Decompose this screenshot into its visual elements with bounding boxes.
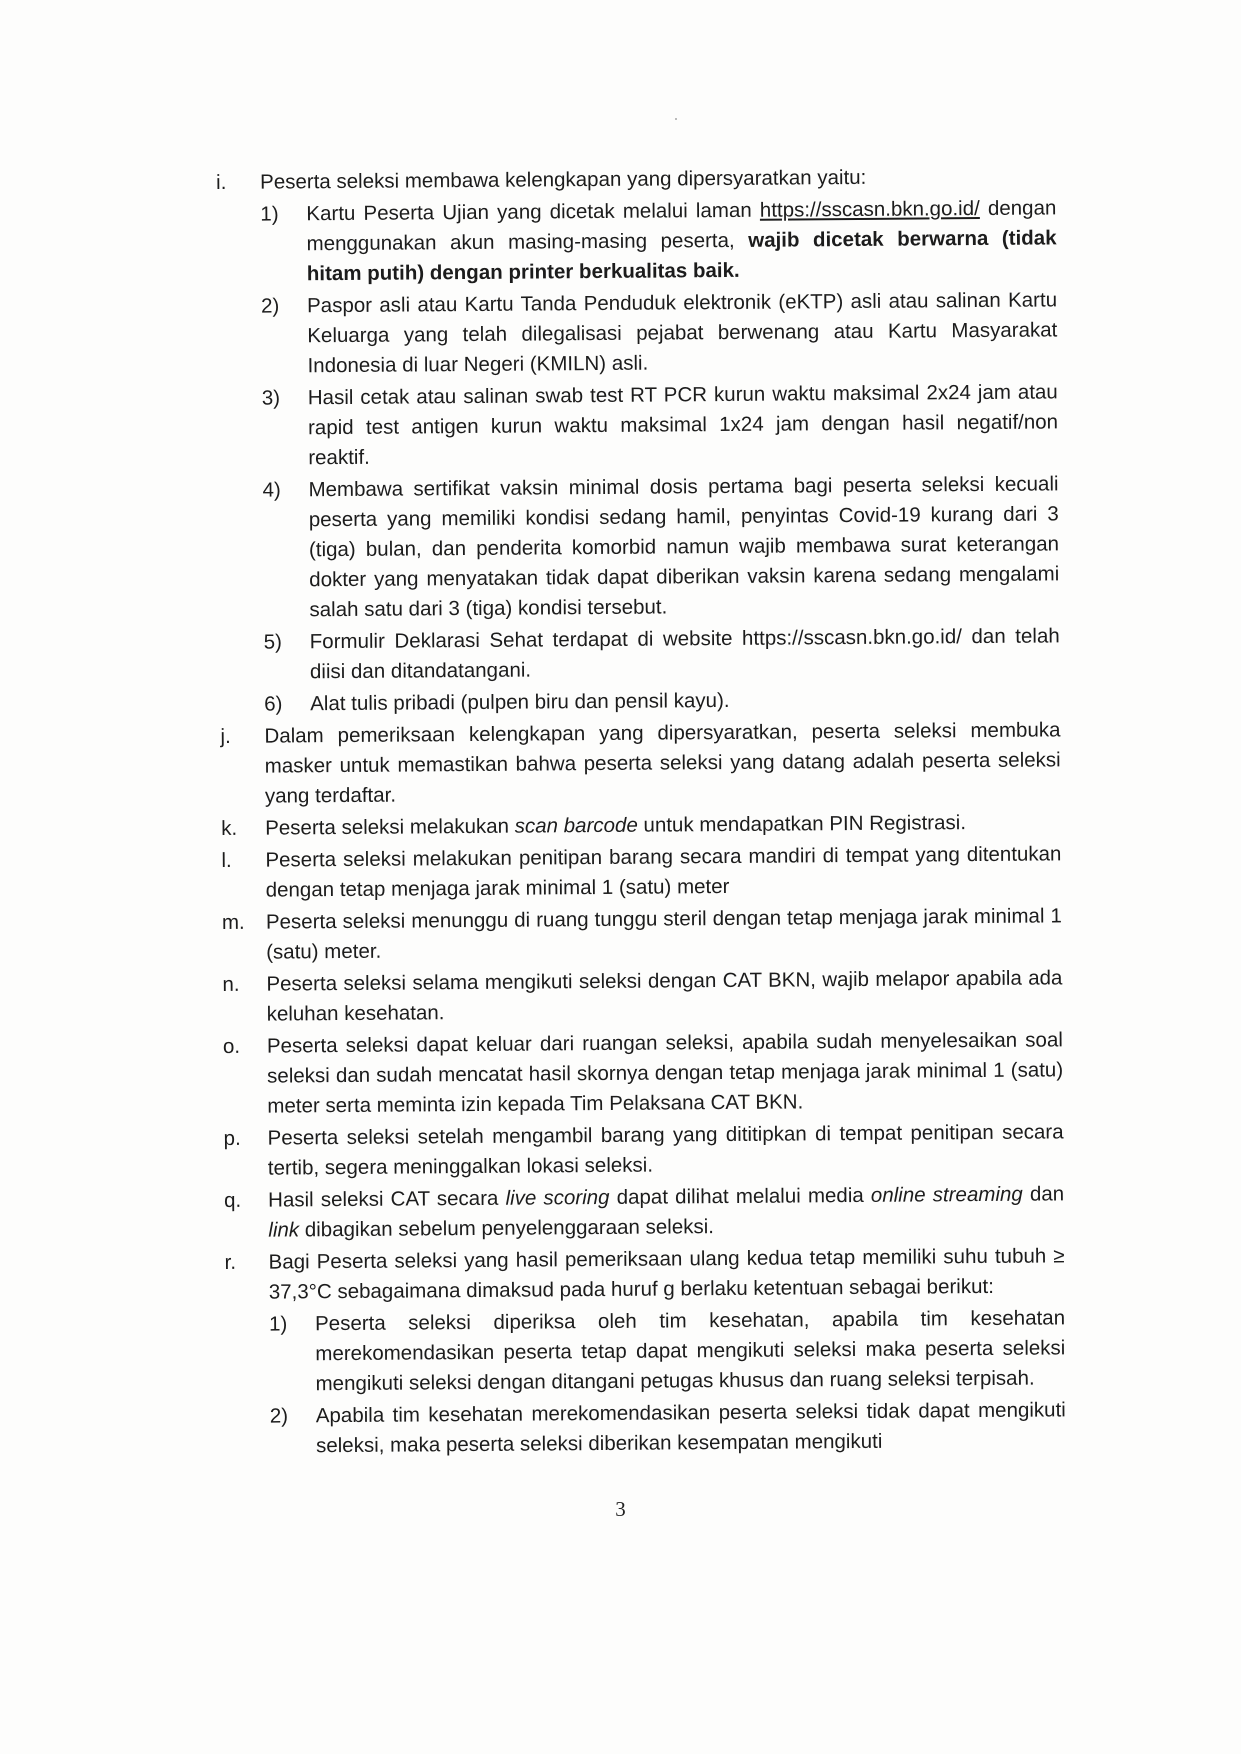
list-item-text: dibagikan sebelum penyelenggaraan seleksi. (299, 1215, 715, 1242)
document-body (216, 161, 1066, 1464)
list-marker: 3) (261, 386, 281, 410)
list-item-text: Peserta seleksi melakukan (265, 814, 515, 840)
list-item-text: Peserta seleksi dapat keluar dari ruangan seleksi, apabila sudah menyelesaikan soal seleksi dan sudah mencatat hasil skornya dengan tetap menjaga jarak minimal 1 (satu) meter serta meminta izin kepada Tim Pelaksana CAT BKN. (266, 1028, 1064, 1118)
list-item-text: Hasil cetak atau salinan swab test RT PCR kurun waktu maksimal 2x24 jam atau rapid test antigen kurun waktu maksimal 1x24 jam dengan hasil negatif/non reaktif. (307, 380, 1059, 470)
list-marker: j. (220, 724, 231, 748)
list-marker: k. (221, 816, 238, 840)
scan-speck (675, 118, 677, 120)
list-marker: i. (216, 170, 227, 194)
list-marker: 2) (269, 1404, 289, 1428)
list-item-p (224, 1117, 1064, 1184)
list-marker: q. (224, 1188, 242, 1212)
list-item-q (224, 1179, 1064, 1246)
emphasis-text: wajib dicetak berwarna (tidak hitam putih) dengan printer berkualitas baik. (306, 226, 1057, 286)
list-item-o (223, 1025, 1064, 1122)
sublist-item-r-2 (226, 1395, 1066, 1462)
list-item-text: Peserta seleksi setelah mengambil barang yang dititipkan di tempat penitipan secara tertib, segera meninggalkan lokasi seleksi. (267, 1120, 1064, 1180)
sublist-item-i-6 (220, 683, 1060, 720)
sscasn-link[interactable]: https://sscasn.bkn.go.id/ (759, 197, 980, 222)
list-marker: 2) (260, 294, 280, 318)
list-item-l (221, 839, 1061, 906)
list-item-text: Paspor asli atau Kartu Tanda Penduduk elektronik (eKTP) asli atau salinan Kartu Keluarga yang telah dilegalisasi pejabat berwenang atau Kartu Masyarakat Indonesia di luar Negeri (KMILN) asli. (306, 288, 1058, 378)
list-item-text: Peserta seleksi selama mengikuti seleksi dengan CAT BKN, wajib melapor apabila ada keluhan kesehatan. (266, 966, 1063, 1026)
list-marker: p. (223, 1126, 241, 1150)
list-item-m (222, 901, 1062, 968)
list-item-text: Peserta seleksi membawa kelengkapan yang dipersyaratkan yaitu: (260, 165, 867, 194)
list-marker: 1) (268, 1312, 288, 1336)
list-item-text: Peserta seleksi melakukan penitipan barang secara mandiri di tempat yang ditentukan dengan tetap menjaga jarak minimal 1 (satu) meter (265, 842, 1062, 902)
italic-term: link (268, 1218, 300, 1242)
list-item-text: untuk mendapatkan PIN Registrasi. (637, 811, 967, 837)
list-item-text: Formulir Deklarasi Sehat terdapat di website https://sscasn.bkn.go.id/ dan telah diisi dan ditandatangani. (309, 624, 1060, 684)
sublist-item-i-3 (218, 377, 1059, 474)
italic-term: scan barcode (514, 813, 638, 838)
list-item-text: Dalam pemeriksaan kelengkapan yang dipersyaratkan, peserta seleksi membuka masker untuk memastikan bahwa peserta seleksi yang datang adalah peserta seleksi yang terdaftar. (264, 718, 1061, 808)
sublist-item-i-1 (216, 193, 1057, 290)
list-item-n (222, 963, 1062, 1030)
list-marker: l. (221, 848, 232, 872)
sublist-item-i-5 (220, 621, 1060, 688)
list-marker: r. (224, 1250, 237, 1274)
list-marker: o. (222, 1034, 241, 1058)
list-item-k (221, 807, 1061, 844)
list-item-j (220, 715, 1061, 812)
list-item-text: Alat tulis pribadi (pulpen biru dan pensil kayu). (310, 688, 730, 716)
list-marker: 1) (260, 202, 279, 226)
sublist-item-r-1 (225, 1303, 1066, 1400)
page-number: 3 (615, 1497, 626, 1521)
italic-term: online streaming (870, 1182, 1023, 1207)
list-item-text: Kartu Peserta Ujian yang dicetak melalui laman (306, 198, 760, 226)
list-marker: m. (221, 910, 245, 934)
list-item-text: Apabila tim kesehatan merekomendasikan peserta seleksi tidak dapat mengikuti seleksi, maka peserta seleksi diberikan kesempatan mengikuti (315, 1398, 1066, 1458)
list-item-text: dapat dilihat melalui media (609, 1183, 871, 1209)
list-item-text: Peserta seleksi diperiksa oleh tim kesehatan, apabila tim kesehatan merekomendasikan peserta tetap dapat mengikuti seleksi maka peserta seleksi mengikuti seleksi dengan ditangani petugas khusus dan ruang seleksi terpisah. (314, 1306, 1066, 1396)
sublist-item-i-2 (217, 285, 1058, 382)
sublist-item-i-4 (218, 469, 1059, 626)
italic-term: live scoring (505, 1185, 610, 1210)
list-marker: 5) (263, 630, 283, 654)
list-item-text: dengan menggunakan akun masing-masing peserta, (306, 196, 1057, 256)
list-marker: 4) (262, 478, 281, 502)
list-marker: 6) (264, 692, 283, 716)
list-item-text: Peserta seleksi menunggu di ruang tunggu steril dengan tetap menjaga jarak minimal 1 (satu) meter. (265, 904, 1062, 964)
list-marker: n. (222, 972, 240, 996)
list-item-i (216, 161, 1056, 198)
list-item-r (224, 1241, 1064, 1308)
list-item-text: Membawa sertifikat vaksin minimal dosis pertama bagi peserta seleksi kecuali peserta yang memiliki kondisi sedang hamil, penyintas Covid-19 kurang dari 3 (tiga) bulan, dan penderita komorbid namun wajib membawa surat keterangan dokter yang menyatakan tidak dapat diberikan vaksin karena sedang mengalami salah satu dari 3 (tiga) kondisi tersebut. (308, 472, 1060, 622)
list-item-text: Bagi Peserta seleksi yang hasil pemeriksaan ulang kedua tetap memiliki suhu tubuh ≥ 37,3°C sebagaimana dimaksud pada huruf g berlaku ketentuan sebagai berikut: (268, 1244, 1065, 1304)
list-item-text: dan (1022, 1182, 1065, 1206)
list-item-text: Hasil seleksi CAT secara (268, 1186, 506, 1212)
